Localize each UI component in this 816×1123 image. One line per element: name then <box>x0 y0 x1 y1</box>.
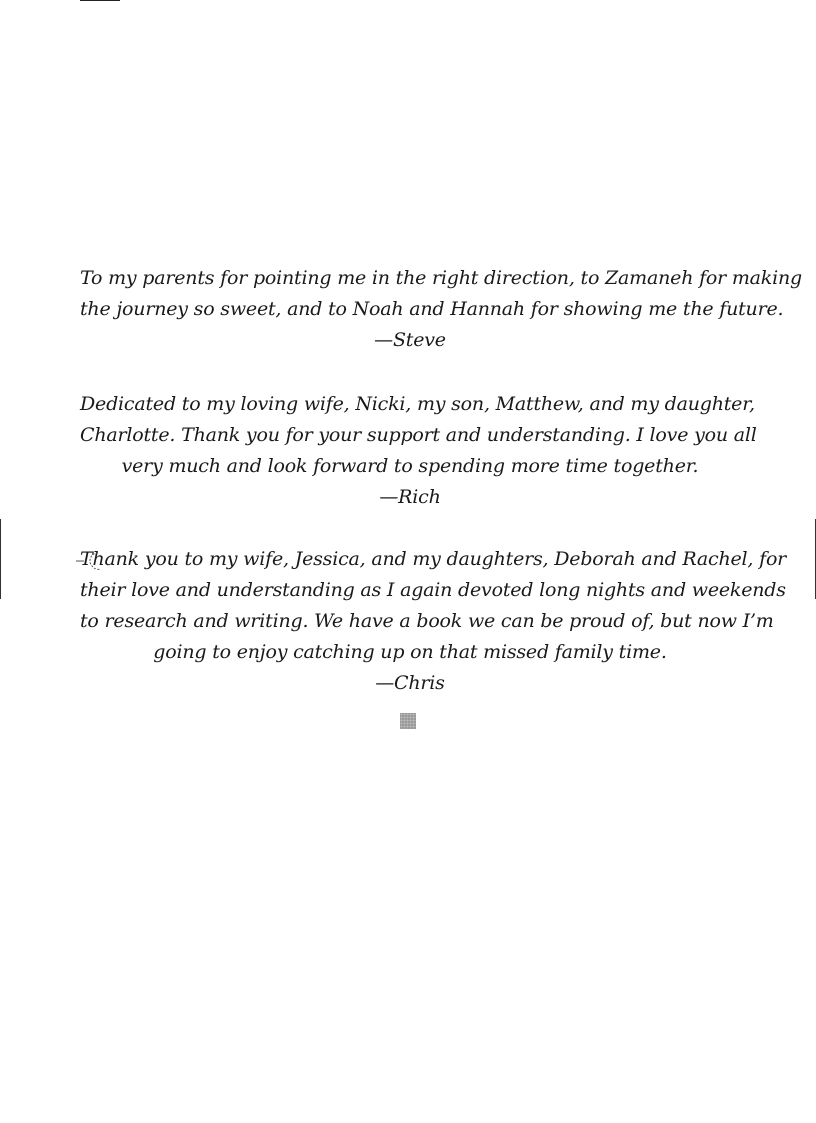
dedication-line: to research and writing. We have a book we can be proud of, but now I’m <box>80 610 774 632</box>
dedication-steve <box>80 263 802 356</box>
top-rule <box>80 0 120 1</box>
dedication-signature: —Chris <box>375 672 445 694</box>
dedication-line: Thank you to my wife, Jessica, and my daughters, Deborah and Rachel, for <box>80 548 787 570</box>
dedication-line: their love and understanding as I again devoted long nights and weekends <box>80 579 786 601</box>
dedication-line: very much and look forward to spending more time together. <box>121 455 699 477</box>
change-bar-left <box>0 519 1 599</box>
proofreader-mark-icon <box>76 550 116 572</box>
dedication-line: going to enjoy catching up on that missed family time. <box>153 641 667 663</box>
dedication-chris <box>80 544 787 699</box>
dedication-line: Charlotte. Thank you for your support and understanding. I love you all <box>80 424 757 446</box>
dedication-signature: —Steve <box>374 329 446 351</box>
dedication-rich <box>80 389 757 513</box>
dedication-line: To my parents for pointing me in the right direction, to Zamaneh for making <box>80 267 802 289</box>
dedication-signature: —Rich <box>379 486 441 508</box>
end-of-section-mark <box>400 713 416 729</box>
dedication-line: the journey so sweet, and to Noah and Hannah for showing me the future. <box>80 298 784 320</box>
dedication-line: Dedicated to my loving wife, Nicki, my son, Matthew, and my daughter, <box>80 393 755 415</box>
